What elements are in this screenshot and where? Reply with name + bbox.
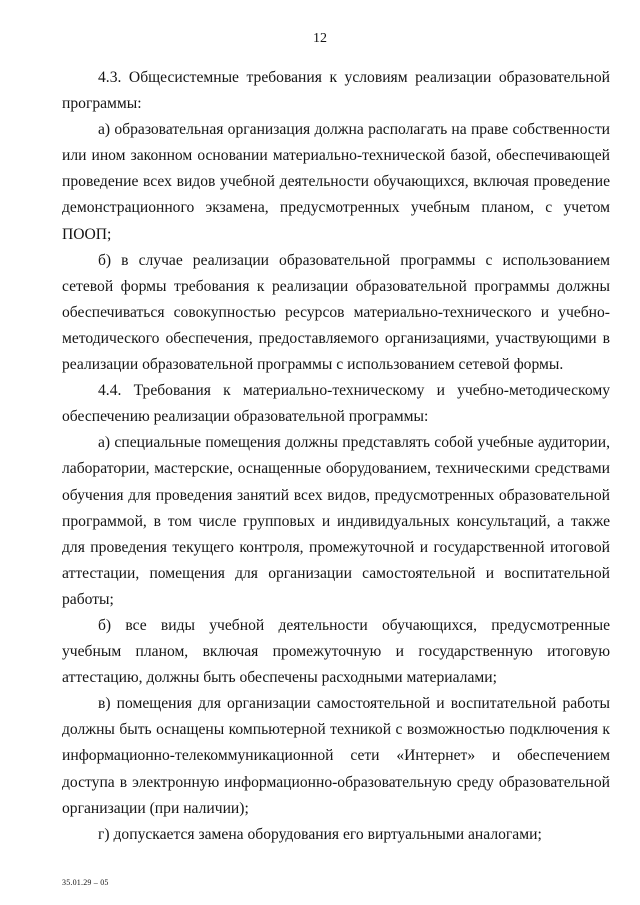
item-4-3-b: б) в случае реализации образовательной программы с использованием сетевой формы требования к реализации образовательной программы должны обеспечиваться совокупностью ресурсов материально-технического и учебно-методического обеспечения, предоставляемого организациями, участвующими в реализации образовательной программы с использованием сетевой формы. bbox=[62, 251, 610, 374]
page-number: 12 bbox=[313, 31, 327, 46]
item-4-4-a: а) специальные помещения должны представлять собой учебные аудитории, лаборатории, мастерские, оснащенные оборудованием, техническими средствами обучения для проведения занятий всех видов, предусмотренных образовательной программой, в том числе групповых и индивидуальных консультаций, а также для проведения текущего контроля, промежуточной и государственной итоговой аттестации, помещения для организации самостоятельной и воспитательной работы; bbox=[62, 434, 610, 608]
item-4-4-b: б) все виды учебной деятельности обучающихся, предусмотренные учебным планом, включая промежуточную и государственную итоговую аттестацию, должны быть обеспечены расходными материалами; bbox=[62, 616, 610, 687]
section-4-3-heading: 4.3. Общесистемные требования к условиям реализации образовательной программы: bbox=[62, 69, 610, 113]
document-code-footer: 35.01.29 – 05 bbox=[62, 878, 109, 887]
section-4-4-heading: 4.4. Требования к материально-техническому и учебно-методическому обеспечению реализации образовательной программы: bbox=[62, 382, 610, 426]
item-4-4-v: в) помещения для организации самостоятельной и воспитательной работы должны быть оснащены компьютерной техникой с возможностью подключения к информационно-телекоммуникационной сети «Интернет» и обеспечением доступа в электронную информационно-образовательную среду образовательной организации (при наличии); bbox=[62, 695, 610, 817]
document-body bbox=[62, 65, 610, 848]
item-4-4-g: г) допускается замена оборудования его виртуальными аналогами; bbox=[98, 825, 542, 843]
item-4-3-a: а) образовательная организация должна располагать на праве собственности или ином законном основании материально-технической базой, обеспечивающей проведение всех видов учебной деятельности обучающихся, включая проведение демонстрационного экзамена, предусмотренных учебным планом, с учетом ПООП; bbox=[62, 121, 610, 243]
